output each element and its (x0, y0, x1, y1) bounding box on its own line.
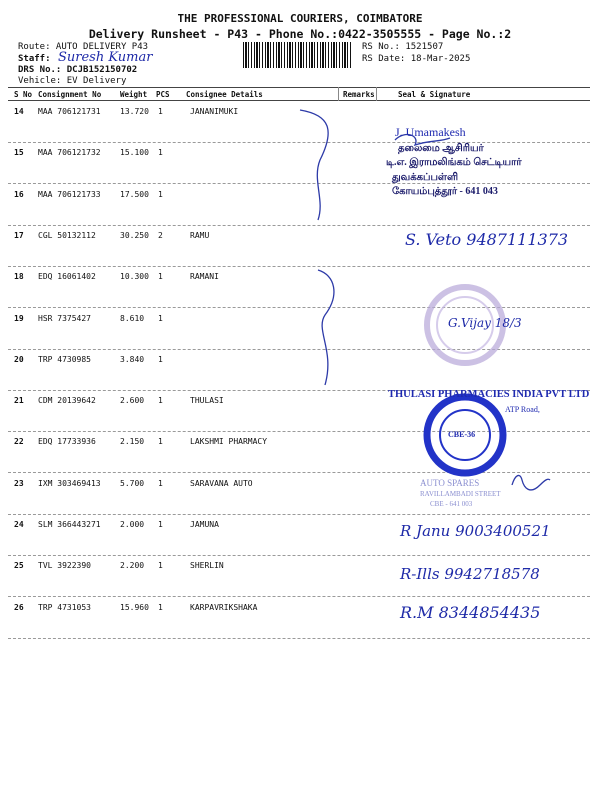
seal-divider (376, 87, 377, 101)
rs-number: RS No.: 1521507 (362, 42, 444, 52)
row-pcs: 1 (158, 437, 163, 447)
auto-stamp-line3: CBE - 641 003 (430, 500, 473, 508)
row-consignment: HSR 7375427 (38, 313, 91, 323)
staff-signature: Suresh Kumar (58, 50, 153, 65)
vehicle-label: Vehicle: EV Delivery (18, 76, 127, 86)
row-pcs: 1 (158, 602, 163, 612)
row-consignment: TVL 3922390 (38, 561, 91, 571)
rs-date: RS Date: 18-Mar-2025 (362, 54, 471, 64)
sig-row14: J. Umamakesh (395, 125, 466, 139)
row-consignment: EDQ 17733936 (38, 437, 96, 447)
row-weight: 17.500 (120, 189, 149, 199)
auto-stamp-line1: AUTO SPARES (420, 478, 480, 488)
row-weight: 2.200 (120, 561, 145, 571)
row-sno: 17 (14, 230, 24, 240)
route-label: Route: AUTO DELIVERY P43 (18, 42, 149, 52)
col-pcs: PCS (156, 90, 170, 99)
col-seal: Seal & Signature (398, 90, 471, 99)
col-sno: S No (14, 90, 33, 99)
row-consignee: JANANIMUKI (190, 107, 239, 116)
row-sno: 14 (14, 107, 24, 116)
row-weight: 13.720 (120, 107, 149, 116)
row-sno: 15 (14, 148, 24, 158)
row-consignment: IXM 303469413 (38, 478, 101, 488)
drs-number: DRS No.: DCJB152150702 (18, 65, 138, 75)
row-sno: 26 (14, 602, 24, 612)
auto-stamp-line2: RAVILLAMBADI STREET (420, 490, 501, 498)
row-sno: 22 (14, 437, 24, 447)
row-sno: 23 (14, 478, 24, 488)
row-pcs: 1 (158, 189, 163, 199)
row-consignment: MAA 706121733 (38, 189, 101, 199)
row-consignment: SLM 366443271 (38, 520, 101, 529)
row-pcs: 1 (158, 561, 163, 571)
row-weight: 2.150 (120, 437, 145, 447)
row-consignee: KARPAVRIKSHAKA (190, 602, 258, 612)
sig-row25: R-Ills 9942718578 (400, 565, 540, 583)
thulasi-stamp: THULASI PHARMACIES INDIA PVT LTD (388, 389, 590, 400)
sig-row24: R Janu 9003400521 (400, 522, 551, 540)
row-consignee: RAMANI (190, 272, 219, 282)
row-pcs: 1 (158, 520, 163, 529)
col-consignee: Consignee Details (186, 90, 263, 99)
row-consignee: LAKSHMI PHARMACY (190, 437, 268, 447)
row-consignment: TRP 4730985 (38, 354, 91, 364)
row-consignee: SHERLIN (190, 561, 224, 571)
header-top-rule (8, 87, 590, 88)
row-weight: 15.960 (120, 602, 149, 612)
round-stamp-center: CBE-36 (448, 430, 476, 439)
col-weight: Weight (120, 90, 148, 99)
col-consignment: Consignment No (38, 90, 102, 99)
row-sno: 20 (14, 354, 24, 364)
row-consignment: MAA 706121731 (38, 107, 101, 116)
row-pcs: 1 (158, 107, 163, 116)
row-weight: 10.300 (120, 272, 149, 282)
thulasi-stamp-sub: ATP Road, (505, 405, 540, 414)
row-sno: 21 (14, 396, 24, 406)
row-consignment: EDQ 16061402 (38, 272, 96, 282)
row-consignee: SARAVANA AUTO (190, 478, 253, 488)
tamil-stamp-line2: டி.எ. இராமலிங்கம் செட்டியார் (386, 157, 522, 168)
row-weight: 2.000 (120, 520, 145, 529)
row-sno: 24 (14, 520, 24, 529)
row-sno: 16 (14, 189, 24, 199)
row-consignment: MAA 706121732 (38, 148, 101, 158)
row-weight: 3.840 (120, 354, 145, 364)
row-weight: 30.250 (120, 230, 149, 240)
row-consignment: CDM 20139642 (38, 396, 96, 406)
row-weight: 5.700 (120, 478, 145, 488)
row-sno: 18 (14, 272, 24, 282)
row-consignment: CGL 50132112 (38, 230, 96, 240)
signature-strokes (0, 100, 600, 800)
col-remarks: Remarks (343, 90, 375, 99)
row-pcs: 1 (158, 148, 163, 158)
sig-row17: S. Veto 9487111373 (405, 230, 569, 249)
sig-row19: G.Vijay 18/3 (448, 316, 522, 330)
runsheet-title: Delivery Runsheet - P43 - Phone No.:0422-3505555 - Page No.:2 (88, 27, 512, 41)
company-title: THE PROFESSIONAL COURIERS, COIMBATORE (177, 12, 423, 25)
row-pcs: 2 (158, 230, 163, 240)
row-consignee: RAMU (190, 230, 210, 240)
row-weight: 8.610 (120, 313, 145, 323)
row-pcs: 1 (158, 272, 163, 282)
remarks-divider (338, 87, 339, 101)
sig-stroke-row14-16 (300, 110, 328, 220)
tamil-stamp-line4: கோயம்புத்தூர் - 641 043 (392, 186, 498, 197)
tamil-stamp-line1: தலைமை ஆசிரியர் (398, 143, 484, 154)
row-consignee: JAMUNA (190, 520, 219, 529)
sig-row26: R.M 8344854435 (400, 603, 541, 622)
row-pcs: 1 (158, 478, 163, 488)
row-consignee: THULASI (190, 396, 224, 406)
row-pcs: 1 (158, 354, 163, 364)
sig-stroke-row18-20 (318, 270, 334, 385)
staff-label: Staff: (18, 54, 51, 64)
row-weight: 2.600 (120, 396, 145, 406)
barcode (243, 42, 353, 68)
row-pcs: 1 (158, 313, 163, 323)
tamil-stamp-line3: துவக்கப்பள்ளி (392, 172, 458, 183)
row-sno: 25 (14, 561, 24, 571)
row-weight: 15.100 (120, 148, 149, 158)
row-sno: 19 (14, 313, 24, 323)
sig-stroke-row23 (512, 475, 550, 490)
row-consignment: TRP 4731053 (38, 602, 91, 612)
row-pcs: 1 (158, 396, 163, 406)
